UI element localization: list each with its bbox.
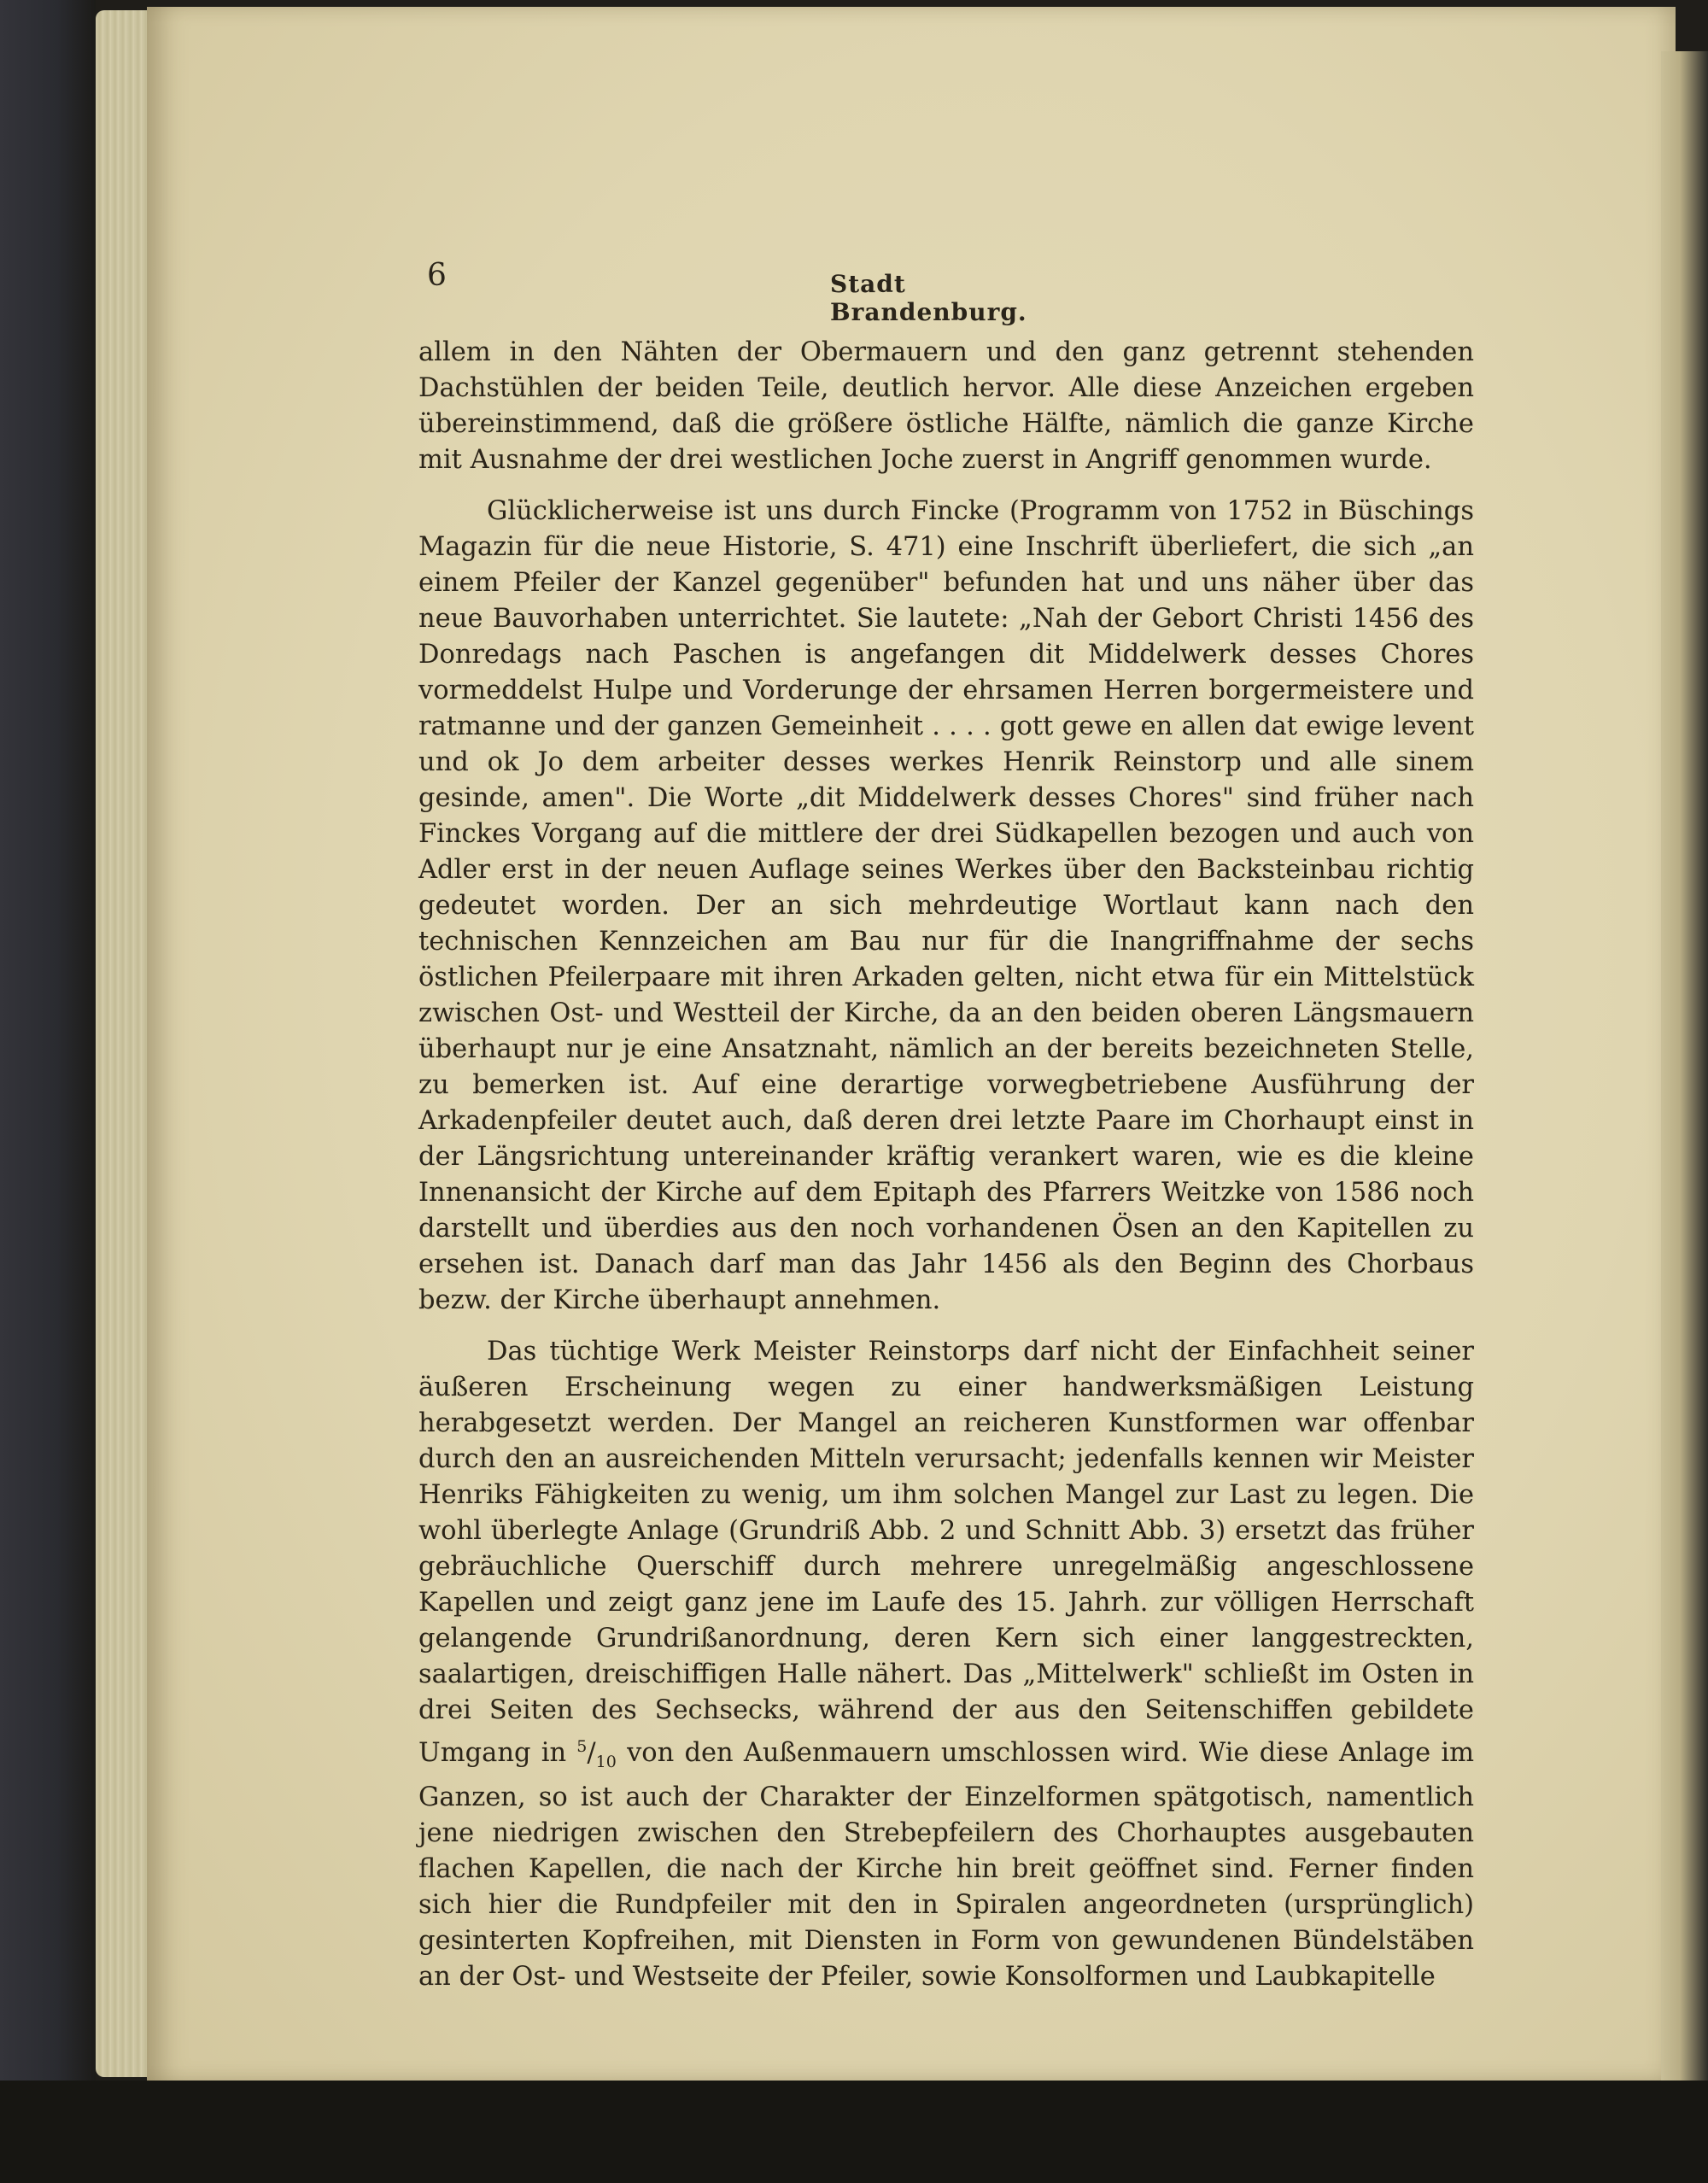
book-cover-right [1661,51,1708,2084]
fraction-denominator: 10 [595,1753,617,1772]
paragraph-3 [418,1334,1474,1995]
paragraph-3-continued: von den Außenmauern umschlossen wird. Wie diese Anlage im Ganzen, so ist auch der Charakter der Einzelformen spätgotisch, namentlich jene niedrigen zwischen den Strebepfeilern des Chorhauptes ausgebauten flachen Kapellen, die nach der Kirche hin breit geöffnet sind. Ferner finden sich hier die Rundpfeiler mit den in Spiralen angeordneten (ursprünglich) gesinterten Kopfreihen, mit Diensten in Form von gewundenen Bündelstäben an der Ost- und Westseite der Pfeiler, sowie Konsolformen und Laubkapitelle [418,1738,1474,1993]
running-title: Stadt Brandenburg. [830,270,1027,326]
paragraph-1: allem in den Nähten der Obermauern und den ganz getrennt stehenden Dachstühlen der beiden Teile, deutlich hervor. Alle diese Anzeichen ergeben übereinstimmend, daß die größere östliche Hälfte, nämlich die ganze Kirche mit Ausnahme der drei westlichen Joche zuerst in Angriff genommen wurde. [418,337,1474,475]
paragraph-2: Glücklicherweise ist uns durch Fincke (Programm von 1752 in Büschings Magazin für die neue Historie, S. 471) eine Inschrift überliefert, die sich „an einem Pfeiler der Kanzel gegenüber" befunden hat und uns näher über das neue Bauvorhaben unterrichtet. Sie lautete: „Nah der Gebort Christi 1456 des Donredags nach Paschen is angefangen dit Middelwerk desses Chores vormeddelst Hulpe und Vorderunge der ehrsamen Herren borgermeistere und ratmanne und der ganzen Gemeinheit . . . . gott gewe en allen dat ewige levent und ok Jo dem arbeiter desses werkes Henrik Reinstorp und alle sinem gesinde, amen". Die Worte „dit Middelwerk desses Chores" sind früher nach Finckes Vorgang auf die mittlere der drei Südkapellen bezogen und auch von Adler erst in der neuen Auflage seines Werkes über den Backsteinbau richtig gedeutet worden. Der an sich mehrdeutige Wortlaut kann nach den technischen Kennzeichen am Bau nur für die Inangriffnahme der sechs östlichen Pfeilerpaare mit ihren Arkaden gelten, nicht etwa für ein Mittelstück zwischen Ost- und Westteil der Kirche, da an den beiden oberen Längsmauern überhaupt nur je eine Ansatznaht, nämlich an der bereits bezeichneten Stelle, zu bemerken ist. Auf eine derartige vorwegbetriebene Ausführung der Arkadenpfeiler deutet auch, daß deren drei letzte Paare im Chorhaupt einst in der Längsrichtung untereinander kräftig verankert waren, wie es die kleine Innenansicht der Kirche auf dem Epitaph des Pfarrers Weitzke von 1586 noch darstellt und überdies aus den noch vorhandenen Ösen an den Kapitellen zu ersehen ist. Danach darf man das Jahr 1456 als den Beginn des Chorbaus bezw. der Kirche überhaupt annehmen. [418,496,1474,1315]
paragraph-3-text: Das tüchtige Werk Meister Reinstorps darf nicht der Einfachheit seiner äußeren Erscheinung wegen zu einer handwerksmäßigen Leistung herabgesetzt werden. Der Mangel an reicheren Kunstformen war offenbar durch den an ausreichenden Mitteln verursacht; jedenfalls kennen wir Meister Henriks Fähigkeiten zu wenig, um ihm solchen Mangel zur Last zu legen. Die wohl überlegte Anlage (Grundriß Abb. 2 und Schnitt Abb. 3) ersetzt das früher gebräuchliche Querschiff durch mehrere unregelmäßig angeschlossene Kapellen und zeigt ganz jene im Laufe des 15. Jahrh. zur völligen Herrschaft gelangende Grundrißanordnung, deren Kern sich einer langgestreckten, saalartigen, dreischiffigen Halle nähert. Das „Mittelwerk" schließt im Osten in drei Seiten des Sechsecks, während der aus den Seitenschiffen gebildete Umgang in [418,1337,1474,1769]
page-number: 6 [427,258,447,293]
body-text [418,335,1474,2010]
fraction: $^5/_{10}$ [576,1737,617,1772]
fraction-numerator: 5 [576,1737,588,1756]
background-shadow [0,2081,1708,2183]
page-header [427,258,1085,326]
book-cover-left [0,0,96,2183]
